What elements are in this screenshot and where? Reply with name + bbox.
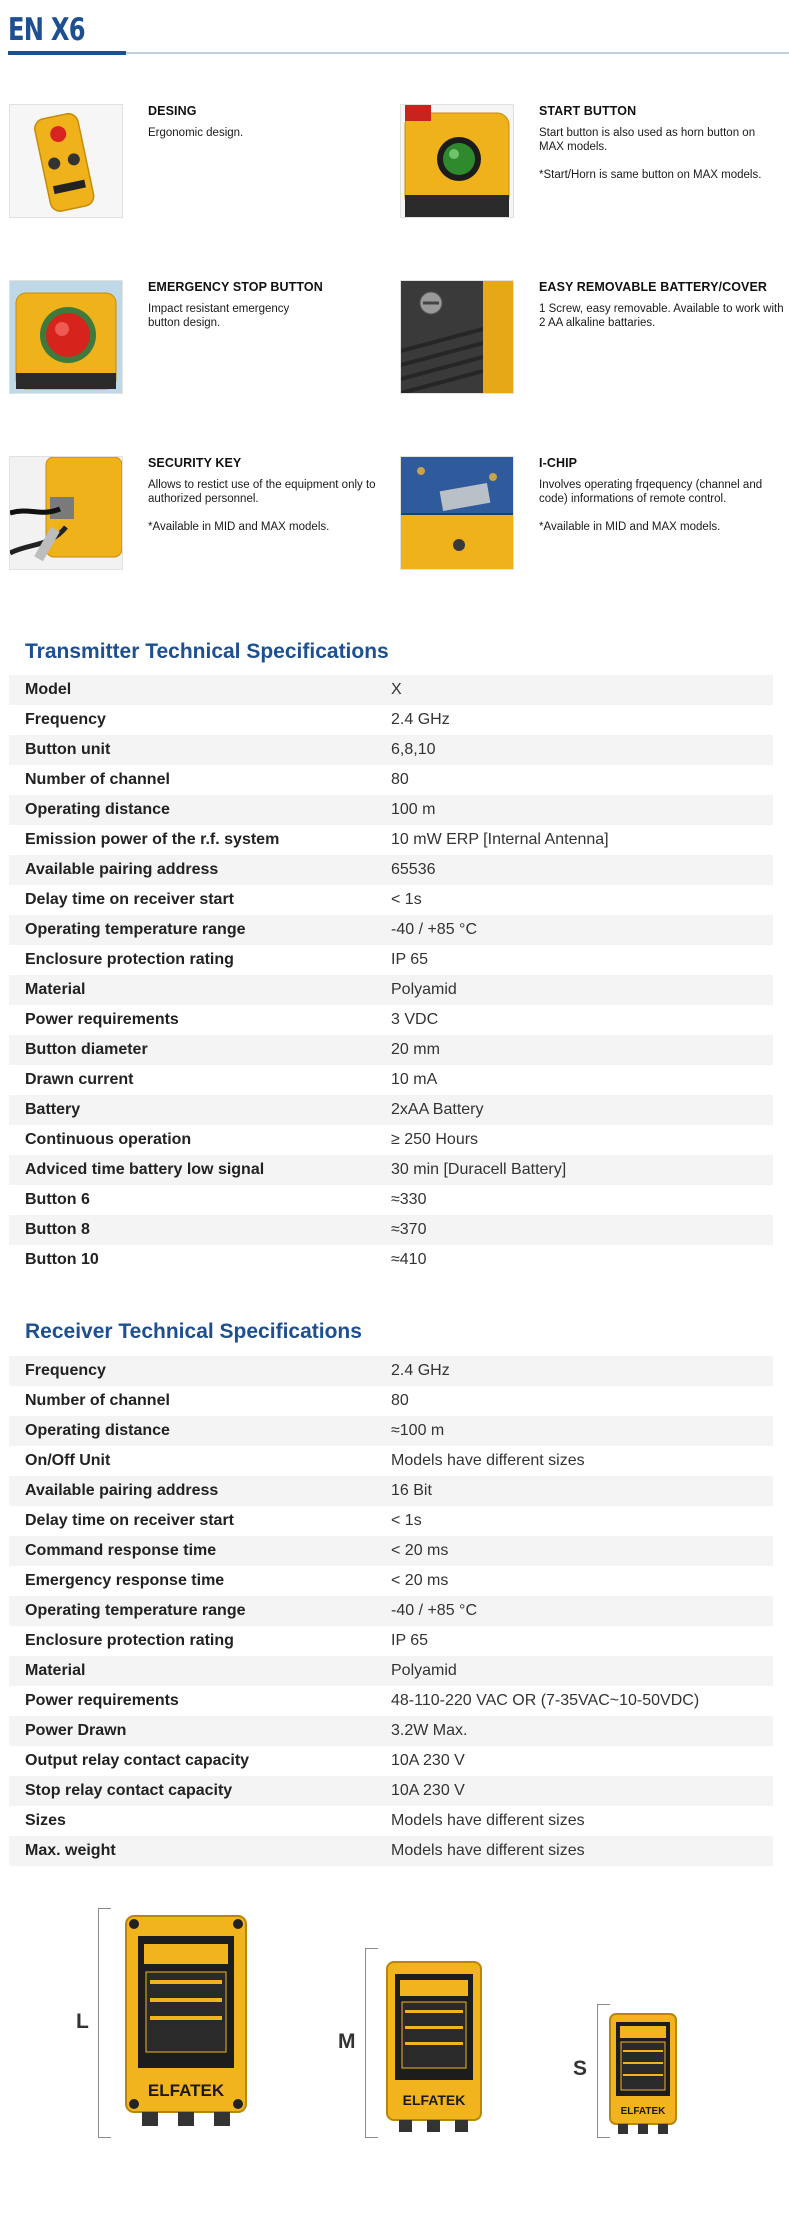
- spec-value: < 1s: [391, 891, 422, 908]
- spec-value: ≥ 250 Hours: [391, 1131, 479, 1148]
- spec-row: [9, 1506, 773, 1536]
- spec-label: Button 10: [25, 1251, 99, 1268]
- transmitter-specs-title: Transmitter Technical Specifications: [25, 640, 389, 663]
- spec-value: X: [391, 681, 402, 698]
- spec-value: 3.2W Max.: [391, 1722, 468, 1739]
- spec-label: Drawn current: [25, 1071, 134, 1088]
- spec-row: [9, 1836, 773, 1866]
- spec-row: [9, 975, 773, 1005]
- feature-description: Start button is also used as horn button on MAX models. *Start/Horn is same button on MAX models.: [539, 127, 762, 181]
- feature-description: Impact resistant emergency button design.: [148, 303, 290, 329]
- spec-value: 30 min [Duracell Battery]: [391, 1161, 567, 1178]
- start-button-photo: [400, 104, 514, 218]
- spec-label: Output relay contact capacity: [25, 1752, 250, 1769]
- spec-value: ≈100 m: [391, 1422, 445, 1439]
- brand-logo-small: ELFATEK: [620, 2106, 666, 2117]
- spec-row: [9, 1416, 773, 1446]
- spec-label: Available pairing address: [25, 861, 219, 878]
- size-label-m: M: [338, 2030, 356, 2053]
- spec-label: Number of channel: [25, 1392, 170, 1409]
- spec-label: Delay time on receiver start: [25, 891, 234, 908]
- spec-row: [9, 795, 773, 825]
- spec-row: [9, 1005, 773, 1035]
- spec-label: Material: [25, 1662, 86, 1679]
- spec-row: [9, 855, 773, 885]
- security-key-photo: [9, 456, 123, 570]
- spec-row: [9, 1806, 773, 1836]
- spec-label: Continuous operation: [25, 1131, 192, 1148]
- spec-value: 16 Bit: [391, 1482, 432, 1499]
- spec-value: Polyamid: [391, 981, 457, 998]
- spec-value: 10 mW ERP [Internal Antenna]: [391, 831, 609, 848]
- ergonomic-design-photo: [9, 104, 123, 218]
- feature-security-key: [9, 456, 389, 576]
- spec-label: Enclosure protection rating: [25, 1632, 234, 1649]
- spec-row: [9, 915, 773, 945]
- spec-value: Models have different sizes: [391, 1452, 585, 1469]
- spec-label: Adviced time battery low signal: [25, 1161, 265, 1178]
- feature-title: SECURITY KEY: [148, 456, 242, 470]
- spec-label: Operating temperature range: [25, 921, 246, 938]
- spec-value: 80: [391, 1392, 409, 1409]
- feature-description: Ergonomic design.: [148, 127, 244, 139]
- feature-battery-cover: [400, 280, 784, 400]
- spec-row: [9, 945, 773, 975]
- spec-value: IP 65: [391, 951, 429, 968]
- spec-row: [9, 1446, 773, 1476]
- size-label-l: L: [76, 2010, 89, 2033]
- spec-row: [9, 825, 773, 855]
- spec-value: -40 / +85 °C: [391, 921, 477, 938]
- spec-label: Available pairing address: [25, 1482, 219, 1499]
- spec-row: [9, 1776, 773, 1806]
- i-chip-photo: [400, 456, 514, 570]
- spec-label: Operating distance: [25, 1422, 170, 1439]
- spec-label: Model: [25, 681, 72, 698]
- receiver-specs-title: Receiver Technical Specifications: [25, 1320, 362, 1343]
- receiver-specs-table: [9, 1356, 773, 1866]
- spec-value: 2.4 GHz: [391, 711, 450, 728]
- spec-value: IP 65: [391, 1632, 429, 1649]
- spec-label: Power Drawn: [25, 1722, 127, 1739]
- spec-label: Command response time: [25, 1542, 217, 1559]
- receiver-large-image: [124, 1914, 248, 2134]
- spec-value: 10A 230 V: [391, 1782, 465, 1799]
- spec-row: [9, 735, 773, 765]
- spec-value: Models have different sizes: [391, 1842, 585, 1859]
- spec-label: Operating distance: [25, 801, 170, 818]
- spec-row: [9, 1155, 773, 1185]
- feature-title: DESING: [148, 104, 197, 118]
- spec-row: [9, 1065, 773, 1095]
- receiver-medium-image: [385, 1960, 483, 2135]
- spec-value: Models have different sizes: [391, 1812, 585, 1829]
- spec-value: ≈410: [391, 1251, 427, 1268]
- spec-value: < 1s: [391, 1512, 422, 1529]
- spec-label: Power requirements: [25, 1011, 179, 1028]
- spec-value: 80: [391, 771, 409, 788]
- spec-label: Button 6: [25, 1191, 90, 1208]
- spec-row: [9, 1245, 773, 1275]
- spec-row: [9, 1356, 773, 1386]
- spec-row: [9, 1746, 773, 1776]
- page-header: [8, 8, 789, 58]
- spec-label: Stop relay contact capacity: [25, 1782, 233, 1799]
- spec-label: Power requirements: [25, 1692, 179, 1709]
- spec-row: [9, 675, 773, 705]
- spec-row: [9, 1215, 773, 1245]
- spec-label: Sizes: [25, 1812, 66, 1829]
- spec-value: 48-110-220 VAC OR (7-35VAC~10-50VDC): [391, 1692, 700, 1709]
- receiver-small-image: [608, 2012, 678, 2136]
- feature-emergency-stop: [9, 280, 389, 400]
- feature-title: EASY REMOVABLE BATTERY/COVER: [539, 280, 768, 294]
- spec-label: Emergency response time: [25, 1572, 225, 1589]
- size-label-s: S: [573, 2057, 588, 2080]
- spec-row: [9, 1095, 773, 1125]
- spec-value: 20 mm: [391, 1041, 440, 1058]
- spec-row: [9, 1596, 773, 1626]
- spec-value: 100 m: [391, 801, 436, 818]
- spec-row: [9, 1656, 773, 1686]
- spec-row: [9, 1566, 773, 1596]
- battery-cover-photo: [400, 280, 514, 394]
- spec-row: [9, 705, 773, 735]
- spec-row: [9, 765, 773, 795]
- spec-value: < 20 ms: [391, 1542, 449, 1559]
- spec-label: On/Off Unit: [25, 1452, 111, 1469]
- spec-label: Enclosure protection rating: [25, 951, 234, 968]
- feature-start-button: [400, 104, 780, 224]
- spec-row: [9, 1716, 773, 1746]
- spec-value: 2.4 GHz: [391, 1362, 450, 1379]
- feature-title: I-CHIP: [539, 456, 578, 470]
- spec-row: [9, 1035, 773, 1065]
- spec-label: Button diameter: [25, 1041, 148, 1058]
- spec-label: Max. weight: [25, 1842, 116, 1859]
- spec-label: Frequency: [25, 1362, 106, 1379]
- spec-row: [9, 885, 773, 915]
- spec-value: 6,8,10: [391, 741, 436, 758]
- feature-i-chip: [400, 456, 780, 576]
- emergency-stop-photo: [9, 280, 123, 394]
- spec-label: Delay time on receiver start: [25, 1512, 234, 1529]
- spec-value: ≈330: [391, 1191, 427, 1208]
- spec-row: [9, 1185, 773, 1215]
- spec-value: ≈370: [391, 1221, 427, 1238]
- spec-row: [9, 1386, 773, 1416]
- spec-value: -40 / +85 °C: [391, 1602, 477, 1619]
- spec-row: [9, 1686, 773, 1716]
- spec-label: Button 8: [25, 1221, 90, 1238]
- spec-value: 3 VDC: [391, 1011, 439, 1028]
- size-bracket-l: [98, 1908, 111, 2138]
- spec-label: Emission power of the r.f. system: [25, 831, 280, 848]
- spec-label: Number of channel: [25, 771, 170, 788]
- spec-value: 65536: [391, 861, 436, 878]
- transmitter-specs-table: [9, 675, 773, 1275]
- feature-design: [9, 104, 389, 224]
- spec-value: Polyamid: [391, 1662, 457, 1679]
- size-bracket-m: [365, 1948, 378, 2138]
- brand-logo-medium: ELFATEK: [402, 2092, 466, 2108]
- spec-row: [9, 1536, 773, 1566]
- spec-row: [9, 1125, 773, 1155]
- spec-value: 2xAA Battery: [391, 1101, 484, 1118]
- spec-value: < 20 ms: [391, 1572, 449, 1589]
- header-divider-accent: [8, 51, 126, 55]
- feature-title: START BUTTON: [539, 104, 637, 118]
- feature-description: Involves operating frqequency (channel and code) informations of remote control. *Available in MID and MAX models.: [539, 479, 763, 533]
- spec-label: Operating temperature range: [25, 1602, 246, 1619]
- spec-value: 10 mA: [391, 1071, 438, 1088]
- feature-title: EMERGENCY STOP BUTTON: [148, 280, 323, 294]
- spec-label: Button unit: [25, 741, 111, 758]
- spec-label: Material: [25, 981, 86, 998]
- spec-label: Battery: [25, 1101, 81, 1118]
- feature-description: Allows to restict use of the equipment only to authorized personnel. *Available in MID and MAX models.: [148, 479, 376, 533]
- feature-description: 1 Screw, easy removable. Available to work with 2 AA alkaline battaries.: [539, 303, 784, 329]
- brand-logo-large: ELFATEK: [147, 2081, 225, 2100]
- spec-value: 10A 230 V: [391, 1752, 465, 1769]
- spec-label: Frequency: [25, 711, 106, 728]
- page-title: EN X6: [8, 12, 85, 48]
- spec-row: [9, 1476, 773, 1506]
- spec-row: [9, 1626, 773, 1656]
